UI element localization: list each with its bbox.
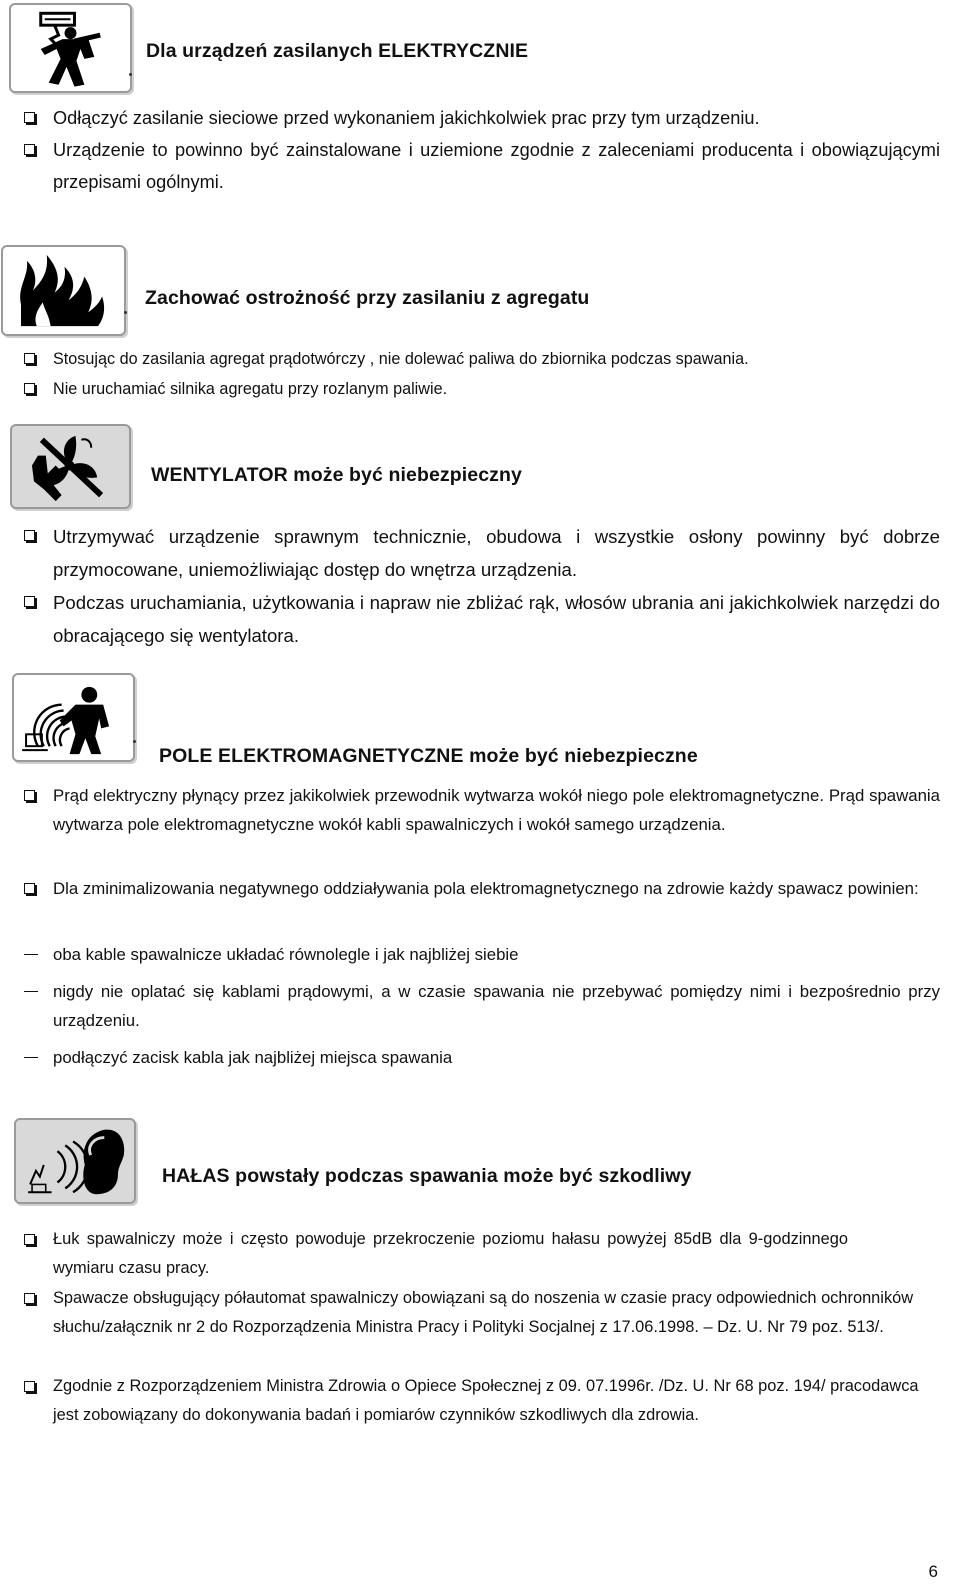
dash-item: nigdy nie oplatać się kablami prądowymi, a w czasie spawania nie przebywać pomiędzy nimi i bezpośrednio przy urządzeniu. <box>24 977 940 1035</box>
section-heading-generator: Zachować ostrożność przy zasilaniu z agregatu <box>145 287 590 309</box>
list-item: Utrzymywać urządzenie sprawnym technicznie, obudowa i wszystkie osłony powinny być dobrze przymocowane, uniemożliwiając dostęp do wnętrza urządzenia. <box>24 520 940 586</box>
list-item: Urządzenie to powinno być zainstalowane i uziemione zgodnie z zaleceniami producenta i obowiązującymi przepisami ogólnymi. <box>24 134 940 198</box>
dash-item: oba kable spawalnicze układać równolegle i jak najbliżej siebie <box>24 940 940 969</box>
fan-hand-hazard-icon <box>10 424 131 509</box>
noise-hearing-protection-icon <box>14 1118 136 1204</box>
list-item: Nie uruchamiać silnika agregatu przy rozlanym paliwie. <box>24 374 940 404</box>
fire-hazard-icon <box>1 245 126 336</box>
dash-item: podłączyć zacisk kabla jak najbliżej miejsca spawania <box>24 1043 940 1072</box>
section-heading-electric: Dla urządzeń zasilanych ELEKTRYCZNIE <box>146 40 529 62</box>
section-heading-fan: WENTYLATOR może być niebezpieczny <box>151 464 522 486</box>
page-number: 6 <box>928 1562 938 1581</box>
electric-shock-hazard-icon <box>9 3 132 93</box>
list-item: Prąd elektryczny płynący przez jakikolwiek przewodnik wytwarza wokół niego pole elektromagnetyczne. Prąd spawania wytwarza pole elektromagnetyczne wokół kabli spawalniczych i wokół samego urządzenia. <box>24 781 940 839</box>
list-item: Spawacze obsługujący półautomat spawalniczy obowiązani są do noszenia w czasie pracy odpowiednich ochronników słuchu/załącznik nr 2 do Rozporządzenia Ministra Pracy i Polityki Socjalnej z 17.06.1998. – Dz. U. Nr 79 poz. 513/. <box>24 1284 940 1342</box>
list-item: Łuk spawalniczy może i często powoduje przekroczenie poziomu hałasu powyżej 85dB dla 9-godzinnego wymiaru czasu pracy. <box>24 1225 940 1283</box>
section-heading-noise: HAŁAS powstały podczas spawania może być szkodliwy <box>162 1165 692 1187</box>
list-item: Podczas uruchamiania, użytkowania i napraw nie zbliżać rąk, włosów ubrania ani jakichkolwiek narzędzi do obracającego się wentylatora. <box>24 586 940 652</box>
list-item: Odłączyć zasilanie sieciowe przed wykonaniem jakichkolwiek prac przy tym urządzeniu. <box>24 102 940 134</box>
list-item: Dla zminimalizowania negatywnego oddziaływania pola elektromagnetycznego na zdrowie każdy spawacz powinien: <box>24 874 940 903</box>
list-item: Zgodnie z Rozporządzeniem Ministra Zdrowia o Opiece Społecznej z 09. 07.1996r. /Dz. U. Nr 68 poz. 194/ pracodawca jest zobowiązany do dokonywania badań i pomiarów czynników szkodliwych dla zdrowia. <box>24 1372 940 1430</box>
electromagnetic-field-hazard-icon <box>12 673 135 762</box>
list-item: Stosując do zasilania agregat prądotwórczy , nie dolewać paliwa do zbiornika podczas spawania. <box>24 344 940 374</box>
section-heading-emf: POLE ELEKTROMAGNETYCZNE może być niebezpieczne <box>159 745 698 767</box>
